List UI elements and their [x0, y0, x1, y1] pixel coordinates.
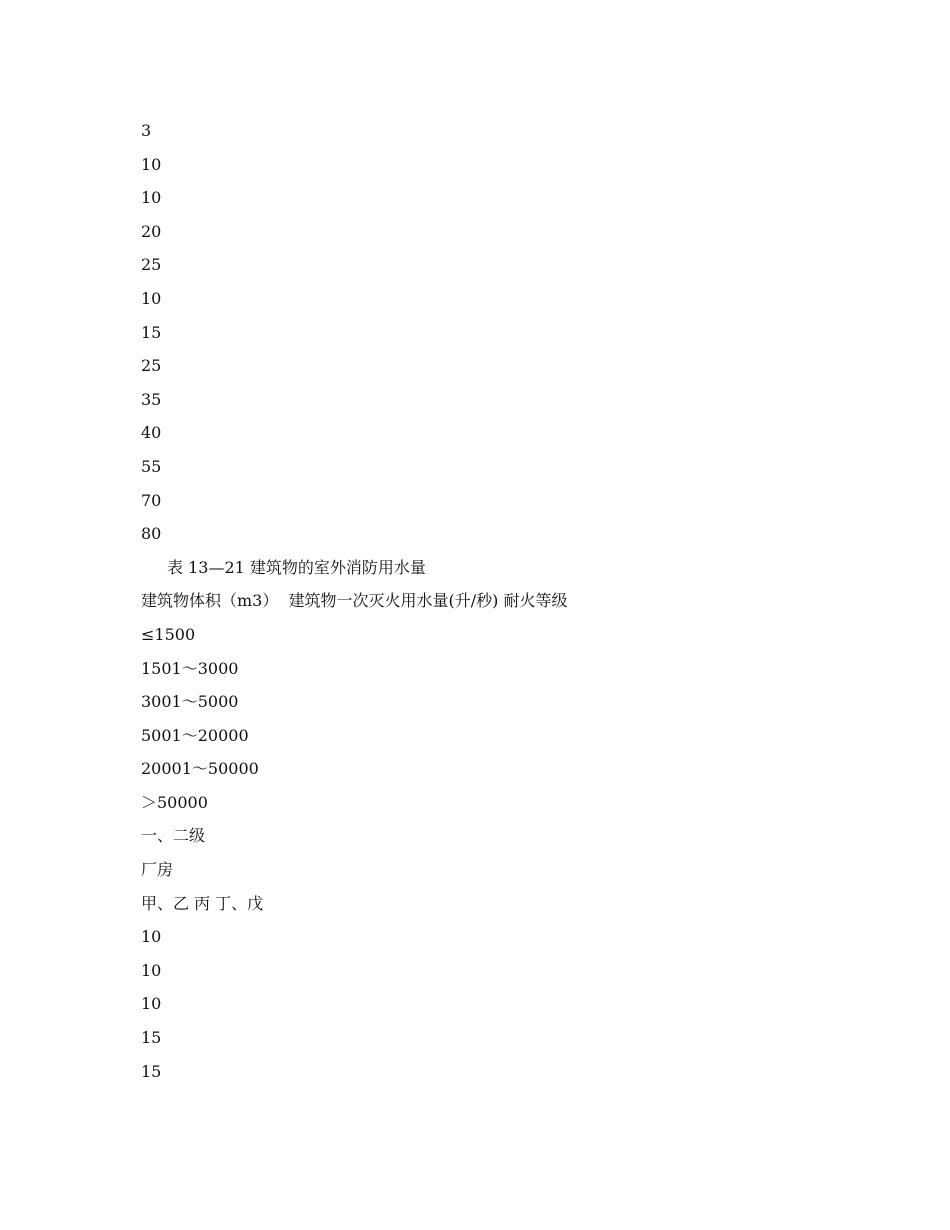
value-line: 35 [141, 389, 162, 409]
value-line: 10 [141, 994, 162, 1014]
volume-range: 1501～3000 [141, 658, 239, 678]
value-line: 3 [141, 121, 152, 140]
value-line: 25 [141, 356, 162, 376]
table-header: 建筑物体积（m3） 建筑物一次灭火用水量(升/秒) 耐火等级 [141, 591, 568, 611]
value-line: 10 [141, 288, 162, 308]
building-type: 厂房 [141, 860, 174, 880]
volume-range: 20001～50000 [141, 759, 259, 779]
value-line: 15 [141, 1028, 162, 1048]
hazard-classes: 甲、乙 丙 丁、戊 [141, 893, 264, 913]
value-line: 80 [141, 524, 162, 544]
volume-range: 3001～5000 [141, 692, 239, 712]
value-line: 10 [141, 927, 162, 947]
value-line: 20 [141, 221, 162, 241]
value-line: 15 [141, 1061, 162, 1081]
fire-rating: 一、二级 [141, 826, 206, 846]
value-line: 70 [141, 490, 162, 510]
value-line: 55 [141, 456, 162, 476]
volume-range: 5001～20000 [141, 725, 249, 745]
value-line: 25 [141, 255, 162, 275]
volume-range: ＞50000 [141, 792, 208, 812]
value-line: 10 [141, 960, 162, 980]
value-line: 40 [141, 423, 162, 443]
value-line: 10 [141, 188, 162, 208]
value-line: 15 [141, 322, 162, 342]
table-caption: 表 13—21 建筑物的室外消防用水量 [167, 557, 426, 577]
volume-range: ≤1500 [141, 624, 196, 644]
document-body [141, 119, 901, 1093]
value-line: 10 [141, 154, 162, 174]
